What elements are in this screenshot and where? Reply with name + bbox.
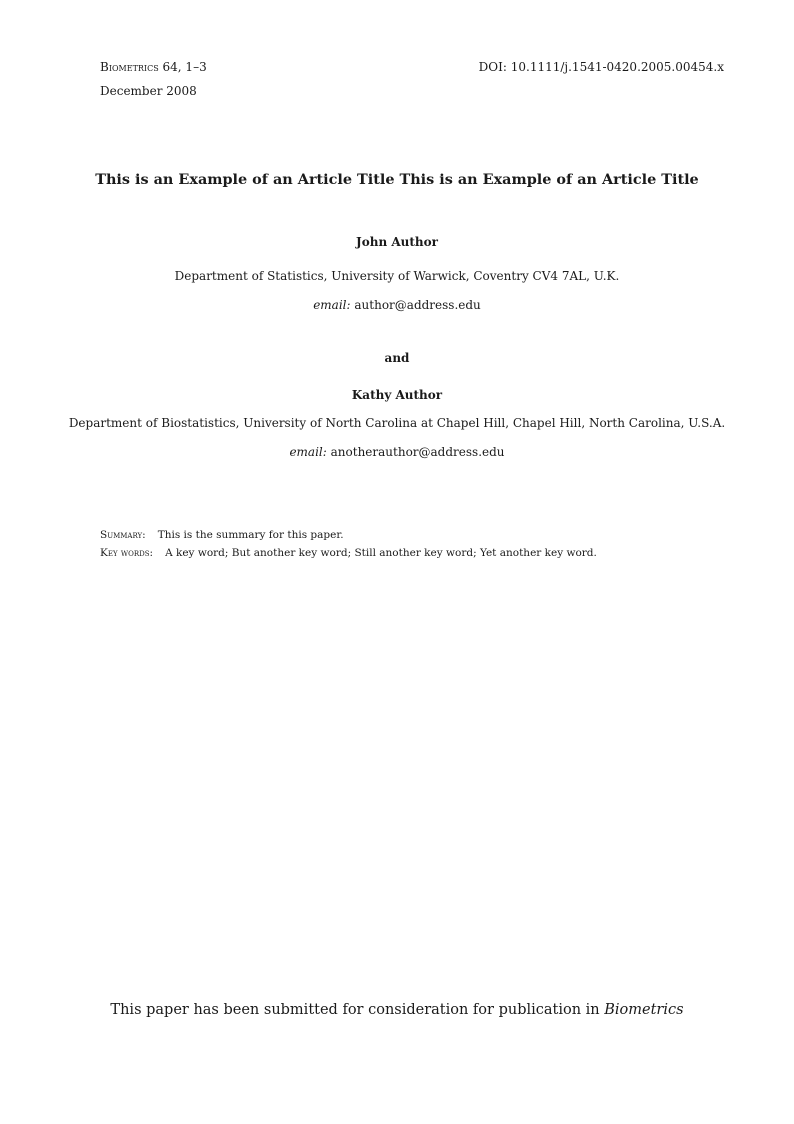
submission-journal: Biometrics [604,1002,684,1018]
article-title: This is an Example of an Article Title This is an Example of an Article Title [95,171,699,188]
keywords-text: A key word; But another key word; Still another key word; Yet another key word. [165,547,597,559]
email-address: author@address.edu [354,298,481,312]
author-name-2: Kathy Author [351,388,443,402]
author-email-2 [0,445,794,459]
submission-text: This paper has been submitted for consideration for publication in [110,1002,600,1018]
summary-label: Summary: [100,529,146,541]
email-address: anotherauthor@address.edu [330,445,505,459]
author-affiliation-1: Department of Statistics, University of Warwick, Coventry CV4 7AL, U.K. [174,269,620,283]
keywords-label: Key words: [100,547,154,559]
email-label: email: [289,445,327,459]
author-affiliation-2: Department of Biostatistics, University of North Carolina at Chapel Hill, Chapel Hill, North Carolina, U.S.A. [68,416,726,430]
author-separator: and [384,351,410,365]
summary [100,529,344,541]
journal-reference [100,60,207,74]
volume-pages: 64, 1–3 [162,60,207,74]
keywords [100,547,597,559]
publication-date: December 2008 [100,84,197,98]
author-email-1 [0,298,794,312]
journal-name: Biometrics [100,60,159,74]
email-label: email: [313,298,351,312]
summary-text: This is the summary for this paper. [157,529,344,541]
author-name-1: John Author [356,235,438,249]
doi: DOI: 10.1111/j.1541-0420.2005.00454.x [478,60,724,74]
submission-note [0,1002,794,1018]
